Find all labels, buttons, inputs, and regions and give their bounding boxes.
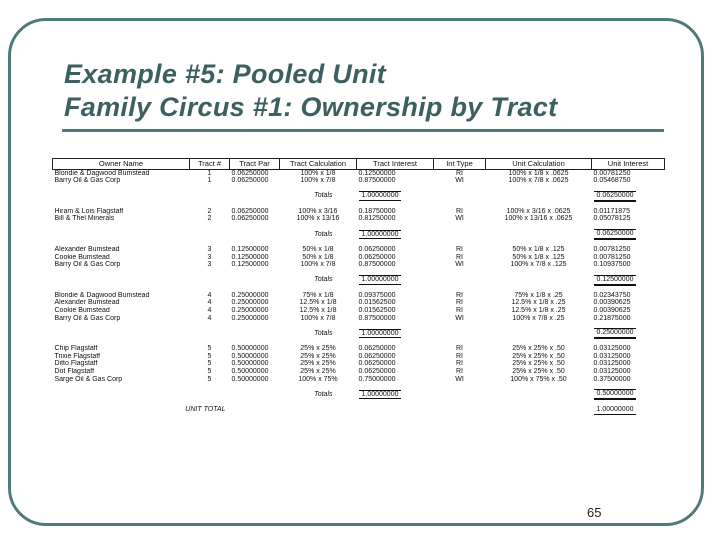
tract-interest-cell: 0.01562500	[358, 306, 396, 314]
tract-calculation-cell: 100% x 7/8	[300, 261, 336, 269]
tract-number-cell: 5	[207, 345, 212, 353]
tract-calculation-cell: 100% x 1/8	[300, 169, 336, 177]
unit-calculation-cell: 12.5% x 1/8 x .25	[511, 299, 566, 307]
totals-row	[53, 328, 665, 339]
header-owner-name: Owner Name	[53, 159, 190, 170]
title-underline	[62, 129, 664, 132]
owner-name-cell: Blondie & Dagwood Bumstead	[54, 291, 150, 299]
tract-par-cell: 0.50000000	[231, 375, 269, 383]
unit-total-row	[53, 406, 665, 418]
owner-name-cell: Alexander Bumstead	[54, 299, 120, 307]
table-row	[53, 215, 665, 223]
table-row	[53, 292, 665, 300]
tract-interest-cell: 0.12500000	[358, 169, 396, 177]
unit-interest-cell: 0.00781250	[593, 245, 631, 253]
totals-label-text: Totals	[314, 192, 333, 200]
tract-par-cell: 0.12500000	[231, 253, 269, 261]
page-number: 65	[587, 505, 602, 520]
owner-name-cell: Trixie Flagstaff	[54, 352, 101, 360]
unit-interest-cell: 0.01171875	[593, 207, 630, 215]
unit-calculation-cell: 75% x 1/8 x .25	[514, 291, 563, 299]
unit-total-cell	[592, 191, 665, 202]
int-type-cell: RI	[456, 207, 463, 215]
tract-number-cell: 4	[207, 299, 212, 307]
tract-par-cell: 0.25000000	[231, 291, 269, 299]
unit-calculation-cell: 50% x 1/8 x .125	[512, 253, 565, 261]
tract-calculation-cell: 25% x 25%	[300, 345, 336, 353]
tract-number-cell: 5	[207, 352, 212, 360]
table-body	[53, 169, 665, 418]
unit-total-cell	[592, 229, 665, 240]
owner-name-cell: Blondie & Dagwood Bumstead	[54, 169, 150, 177]
table-row	[53, 299, 665, 307]
table-row	[53, 261, 665, 269]
owner-name-cell: Sarge Oil & Gas Corp	[54, 375, 123, 383]
owner-name-cell: Dot Flagstaff	[54, 367, 95, 375]
unit-interest-cell: 0.00781250	[593, 253, 631, 261]
tract-interest-cell: 0.06250000	[358, 360, 396, 368]
tract-total-cell	[357, 229, 434, 240]
tract-calculation-cell: 25% x 25%	[300, 367, 336, 375]
tract-interest-cell: 0.87500000	[358, 314, 396, 322]
tract-calculation-cell: 50% x 1/8	[302, 253, 334, 261]
tract-number-cell: 1	[207, 169, 212, 177]
unit-calculation-cell: 50% x 1/8 x .125	[512, 245, 565, 253]
table-row	[53, 307, 665, 315]
totals-label-text: Totals	[314, 329, 333, 337]
totals-row	[53, 191, 665, 202]
tract-number-cell: 5	[207, 367, 212, 375]
tract-par-cell: 0.50000000	[231, 367, 269, 375]
owner-name-cell: Cookie Bumstead	[54, 306, 110, 314]
ownership-table	[52, 158, 665, 418]
tract-interest-cell: 0.01562500	[358, 299, 396, 307]
owner-name-cell: Bill & Thel Minerals	[54, 215, 115, 223]
tract-par-cell: 0.12500000	[231, 261, 269, 269]
totals-row	[53, 389, 665, 400]
tract-total-value: 1.00000000	[359, 275, 402, 285]
unit-interest-cell: 0.03125000	[593, 367, 631, 375]
tract-par-cell: 0.06250000	[231, 207, 269, 215]
unit-interest-cell: 0.00390625	[593, 306, 631, 314]
tract-calculation-cell: 12.5% x 1/8	[299, 299, 337, 307]
owner-name-cell: Cookie Bumstead	[54, 253, 110, 261]
tract-number-cell: 3	[207, 261, 212, 269]
tract-calculation-cell: 50% x 1/8	[302, 245, 334, 253]
tract-calculation-cell: 25% x 25%	[300, 360, 336, 368]
header-tract-interest: Tract Interest	[357, 159, 434, 170]
unit-interest-cell: 0.03125000	[593, 352, 631, 360]
table-row	[53, 254, 665, 262]
tract-number-cell: 3	[207, 253, 212, 261]
unit-total-value: 0.06250000	[594, 191, 637, 202]
owner-name-cell: Barry Oil & Gas Corp	[54, 314, 121, 322]
unit-calculation-cell: 25% x 25% x .50	[512, 367, 565, 375]
tract-calculation-cell: 75% x 1/8	[302, 291, 334, 299]
title-line-2: Family Circus #1: Ownership by Tract	[64, 92, 558, 122]
int-type-cell: RI	[456, 306, 463, 314]
tract-interest-cell: 0.06250000	[358, 253, 396, 261]
table-row	[53, 376, 665, 384]
unit-interest-cell: 0.05468750	[593, 177, 631, 185]
totals-row	[53, 229, 665, 240]
tract-par-cell: 0.06250000	[231, 177, 269, 185]
int-type-cell: WI	[455, 261, 464, 269]
unit-interest-cell: 0.02343750	[593, 291, 631, 299]
header-tract-par: Tract Par	[230, 159, 280, 170]
unit-total-grand-value: 1.00000000	[594, 406, 637, 415]
tract-calculation-cell: 100% x 75%	[298, 375, 338, 383]
totals-label	[53, 328, 357, 339]
tract-calculation-cell: 25% x 25%	[300, 352, 336, 360]
unit-total-value: 0.25000000	[594, 328, 637, 339]
unit-total-value: 0.06250000	[594, 229, 637, 240]
table-row	[53, 208, 665, 216]
tract-interest-cell: 0.06250000	[358, 352, 396, 360]
slide-title	[64, 58, 684, 124]
int-type-cell: WI	[455, 314, 464, 322]
table-row	[53, 315, 665, 323]
int-type-cell: RI	[456, 367, 463, 375]
tract-total-cell	[357, 191, 434, 202]
unit-calculation-cell: 100% x 7/8 x .125	[510, 261, 567, 269]
unit-interest-cell: 0.03125000	[593, 360, 631, 368]
unit-total-value: 0.50000000	[594, 389, 637, 400]
header-int-type: Int Type	[434, 159, 486, 170]
tract-number-cell: 4	[207, 306, 212, 314]
unit-interest-cell: 0.03125000	[593, 345, 631, 353]
totals-row	[53, 275, 665, 286]
int-type-cell: WI	[455, 215, 464, 223]
tract-interest-cell: 0.06250000	[358, 367, 396, 375]
owner-name-cell: Chip Flagstaff	[54, 345, 98, 353]
owner-name-cell: Ditto Flagstaff	[54, 360, 98, 368]
tract-total-value: 1.00000000	[359, 390, 402, 400]
tract-interest-cell: 0.75000000	[358, 375, 396, 383]
owner-name-cell: Hiram & Lois Flagstaff	[54, 207, 124, 215]
tract-interest-cell: 0.81250000	[358, 215, 396, 223]
totals-label	[53, 389, 357, 400]
unit-interest-cell: 0.05078125	[593, 215, 631, 223]
int-type-cell: RI	[456, 299, 463, 307]
tract-total-cell	[357, 328, 434, 339]
owner-name-cell: Barry Oil & Gas Corp	[54, 261, 121, 269]
unit-calculation-cell: 100% x 7/8 x .0625	[508, 177, 569, 185]
table-row	[53, 169, 665, 177]
unit-calculation-cell: 100% x 7/8 x .25	[512, 314, 565, 322]
tract-par-cell: 0.25000000	[231, 314, 269, 322]
table-row	[53, 353, 665, 361]
title-line-1: Example #5: Pooled Unit	[64, 59, 386, 89]
owner-name-cell: Alexander Bumstead	[54, 245, 120, 253]
tract-calculation-cell: 12.5% x 1/8	[299, 306, 337, 314]
table-row	[53, 246, 665, 254]
header-unit-interest: Unit Interest	[592, 159, 665, 170]
int-type-cell: WI	[455, 177, 464, 185]
tract-interest-cell: 0.09375000	[358, 291, 396, 299]
tract-total-value: 1.00000000	[359, 329, 402, 339]
tract-number-cell: 5	[207, 360, 212, 368]
unit-total-cell	[592, 328, 665, 339]
unit-calculation-cell: 12.5% x 1/8 x .25	[511, 306, 566, 314]
tract-total-cell	[357, 275, 434, 286]
owner-name-cell: Barry Oil & Gas Corp	[54, 177, 121, 185]
int-type-cell: RI	[456, 291, 463, 299]
tract-interest-cell: 0.06250000	[358, 245, 396, 253]
unit-total-cell	[592, 275, 665, 286]
unit-calculation-cell: 25% x 25% x .50	[512, 360, 565, 368]
tract-par-cell: 0.06250000	[231, 169, 269, 177]
tract-par-cell: 0.50000000	[231, 360, 269, 368]
tract-par-cell: 0.50000000	[231, 352, 269, 360]
tract-total-value: 1.00000000	[359, 230, 402, 240]
int-type-cell: RI	[456, 169, 463, 177]
totals-label-text: Totals	[314, 390, 333, 398]
header-unit-calculation: Unit Calculation	[486, 159, 592, 170]
tract-calculation-cell: 100% x 7/8	[300, 177, 336, 185]
totals-label	[53, 229, 357, 240]
tract-par-cell: 0.06250000	[231, 215, 269, 223]
tract-number-cell: 2	[207, 215, 212, 223]
int-type-cell: RI	[456, 360, 463, 368]
table-header-row	[53, 159, 665, 170]
tract-total-value: 1.00000000	[359, 191, 402, 201]
unit-calculation-cell: 25% x 25% x .50	[512, 352, 565, 360]
header-tract-calculation: Tract Calculation	[280, 159, 357, 170]
tract-par-cell: 0.25000000	[231, 299, 269, 307]
tract-par-cell: 0.50000000	[231, 345, 269, 353]
tract-number-cell: 3	[207, 245, 212, 253]
unit-total-label: UNIT TOTAL	[185, 406, 226, 414]
header-tract-number: Tract #	[190, 159, 230, 170]
tract-interest-cell: 0.06250000	[358, 345, 396, 353]
int-type-cell: RI	[456, 345, 463, 353]
unit-interest-cell: 0.00781250	[593, 169, 631, 177]
int-type-cell: RI	[456, 352, 463, 360]
totals-label-text: Totals	[314, 276, 333, 284]
tract-calculation-cell: 100% x 13/16	[296, 215, 340, 223]
totals-label	[53, 191, 357, 202]
int-type-cell: WI	[455, 375, 464, 383]
tract-interest-cell: 0.18750000	[358, 207, 396, 215]
table-row	[53, 368, 665, 376]
unit-interest-cell: 0.37500000	[593, 375, 631, 383]
unit-total-grand-cell	[592, 406, 665, 418]
unit-interest-cell: 0.00390625	[593, 299, 631, 307]
unit-interest-cell: 0.21875000	[593, 314, 631, 322]
tract-calculation-cell: 100% x 7/8	[300, 314, 336, 322]
unit-calculation-cell: 25% x 25% x .50	[512, 345, 565, 353]
table-row	[53, 345, 665, 353]
unit-calculation-cell: 100% x 1/8 x .0625	[508, 169, 569, 177]
unit-interest-cell: 0.10937500	[593, 261, 631, 269]
table-row	[53, 360, 665, 368]
unit-calculation-cell: 100% x 13/16 x .0625	[504, 215, 573, 223]
tract-par-cell: 0.12500000	[231, 245, 269, 253]
unit-calculation-cell: 100% x 75% x .50	[510, 375, 567, 383]
tract-calculation-cell: 100% x 3/16	[298, 207, 338, 215]
tract-interest-cell: 0.87500000	[358, 261, 396, 269]
totals-label	[53, 275, 357, 286]
totals-label-text: Totals	[314, 230, 333, 238]
table-row	[53, 177, 665, 185]
tract-number-cell: 4	[207, 314, 212, 322]
tract-number-cell: 4	[207, 291, 212, 299]
tract-par-cell: 0.25000000	[231, 306, 269, 314]
int-type-cell: RI	[456, 245, 463, 253]
ownership-table-container	[52, 158, 664, 418]
int-type-cell: RI	[456, 253, 463, 261]
unit-total-value: 0.12500000	[594, 275, 637, 286]
tract-total-cell	[357, 389, 434, 400]
unit-calculation-cell: 100% x 3/16 x .0625	[506, 207, 571, 215]
tract-number-cell: 2	[207, 207, 212, 215]
tract-interest-cell: 0.87500000	[358, 177, 396, 185]
unit-total-cell	[592, 389, 665, 400]
tract-number-cell: 5	[207, 375, 212, 383]
tract-number-cell: 1	[207, 177, 212, 185]
